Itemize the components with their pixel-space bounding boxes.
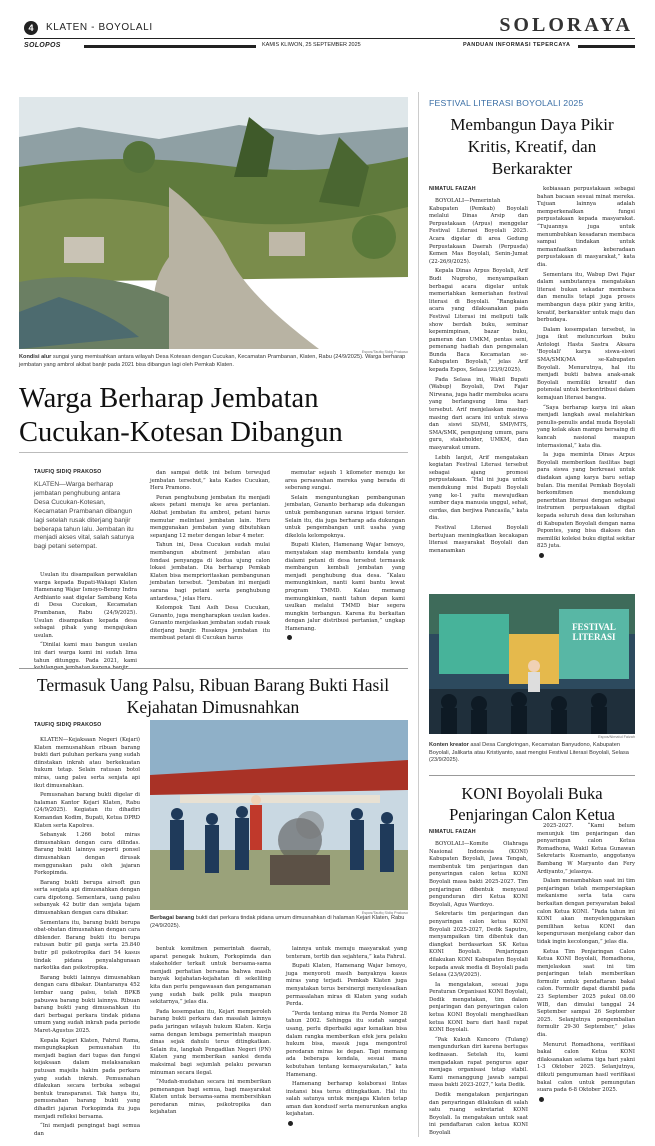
article2-byline: TAUFIQ SIDIQ PRAKOSO	[34, 722, 102, 728]
edition-date: KAMIS KLIWON, 25 SEPTEMBER 2025	[262, 42, 361, 48]
paragraph: Kelompok Tani Asih Desa Cucukan, Gunanto, juga mengharapkan usulan kades. Gunanto menjelaskan jembatan sudah rusak diterjang banjir. Rusaknya jembatan itu membuat petani di Cucukan harus	[150, 605, 270, 642]
paragraph: Usulan itu disampaikan perwakilan warga kepada Bupati-Wakapi Klaten Hamenang Wajar Ismoyo-Benny Indra Ardhianto saat digelar Sambang Kota di Desa Cucukan, Kecamatan Prambanan, Rabu (24/9/2025). Usulan disampaikan kepada desa sebagai pihak yang mengajukan usulan.	[34, 572, 137, 639]
page-number-badge: 4	[24, 21, 38, 35]
festival-photo-illustration	[429, 594, 635, 734]
paragraph: Kepala Dinas Arpus Boyolali, Arif Budi Nugroho, menyampaikan berbagai acara digelar untuk memeriahkan kemeriahan festival literasi di Boyolali. “Rangkaian acara yang dilaksanakan pada Festival Literasi ini meliputi talk show berdah buku, seminar kepemimpinan, bazar buku, pameran dan UMKM, pentas seni, pemenang hadiah dan pengenalan Bunda Baca Kecamatan se-Kabupaten Boyolali,” jelas Arif kepada Espos, Selasa (23/9/2025).	[429, 268, 528, 374]
paragraph: memutar sejauh 1 kilometer menuju ke area persawahan mereka yang berada di seberang sungai.	[285, 470, 405, 492]
paragraph: Ia juga meminta Dinas Arpus Boyolali memberikan fasilitas bagi para siswa yang berkreasi untuk diadakan ajang karya baru setiap bulan. Dia menilai Pemkab Boyolali berkomitmen mendukung penerbitan literasi dengan sebagai instrumen perpustakaan digital kepada seluruh desa dan kelurahan di Kabupaten Boyolali dengan nama Pepontes, yang bisa diakses dan memiliki koleksi buku digital sekitar 825 juta.	[537, 452, 635, 550]
paragraph: KLATEN—Kejaksaan Negeri (Kejari) Klaten memusnahkan ribuan barang bukti dari puluhan perkara yang sudah diinstakan inkrah atau berkekuatan hukum tetap. Selain ratusan botol miras, uang palsu serta senjata api ikut dimusnahkan.	[34, 737, 140, 789]
paragraph: Pada Selasa ini, Wakil Bupati (Wabup) Boyolali, Dwi Fajar Nirwana, juga hadir membuka acara yang berlangsung lima hari tersebut. Arif menjelaskan masing-masing dari acara ini untuk siswa dan siswi SD/MI, SMP/MTS, SMA/SMK, pengunjung umum, para guru, stakeholder, UMKM, dan masyarakat umum.	[429, 376, 528, 451]
paragraph: Dalam kesempatan tersebut, ia juga ikut meluncurkan buku Antologi Hasta Sastra Aksara 'Boyolali' karya siswa-siswi SMA/SMK/MA se-Kabupaten Boyolali. Menurutnya, hal itu menjadi bukti bahwa anak-anak Boyolali memiliki kreatif dan potensial untuk berkontribusi dalam kemajuan literasi bangsa.	[537, 326, 636, 402]
paragraph: Sebanyak 1.266 botol miras dimusnahkan dengan cara dilindas. Barang bukti lainnya seperti ponsel dimusnahkan dengan dirusak menggunakan palu oleh jajaran Forkopimda.	[34, 832, 140, 877]
paragraph: kebiasaan perpustakaan sebagai bahan bacaan sesuai minat mereka. Tujuan lainnya adalah memperkenalkan fungsi perpustakaan kepada masyarakat. “Tujuannya juga untuk menumbuhkan kesadaran membaca sampai tindakan untuk memanfaatkan keberadaan perpustakaan di masyarakat,” kata dia.	[537, 186, 635, 268]
evidence-destruction-photo	[150, 720, 408, 910]
evidence-photo-credit: Espos/Taufiq Sidiq Prakoso	[361, 911, 408, 915]
paragraph: Pada kesempatan itu, Kejari memperoleh barang bukti perkara dan masalah lainnya pada jaringan wilayah hukum Klaten. Kerja sama dengan lembaga pemerintah maupun dinas sejak dahulu terus ditingkatkan. Selain itu, langkah Pengadilan Negeri (PN) Klaten yang memberikan sanksi denda maksimal bagi sejumlah pelaku pewaran minuman secara ilegal.	[150, 1008, 271, 1076]
paragraph: Bupati Klaten, Hamenang Wajar Ismoyo, juga menyoroti masih banyaknya kasus miras yang terjadi. Pemkab Klaten juga menyatakan terus bersinergi menyelesaikan permasalahan miras di Klaten yang sudah Perda.	[286, 963, 407, 1008]
paragraph: “Ini menjadi pengingat bagi semua dan	[34, 1123, 140, 1137]
festival-photo-credit: Espos/Nimatul Faizah	[598, 735, 635, 739]
brand-name: SOLORAYA	[499, 14, 633, 36]
caption-text: bukti dari perkara tindak pidana umum dimusnahkan di halaman Kejari Klaten, Rabu (24/9/2025).	[150, 915, 405, 929]
paragraph: Pemusnahan barang bukti digelar di halaman Kantor Kejari Klaten, Rabu (24/9/2025). Kegiatan itu dihadiri Komandan Kodim, Bupati, Ketua DPRD Klaten serta Kapolres.	[34, 792, 140, 829]
newspaper-tagline: PANDUAN INFORMASI TEPERCAYA	[463, 42, 571, 48]
paragraph: bentuk komitmen pemerintah daerah, aparat penegak hukum, Forkopimda dan stakeholder terkait untuk bersama-sama menjadi perhatian bersama bahwa masih banyak kejahatan-kejahatan di sekeliling kita dan perlu pengawasan dan pengamanan yang sudah baik pelik pula maupun sekitarnya,” jelas dia.	[150, 946, 271, 1006]
paragraph: Bupati Klaten, Hamenang Wajar Ismoyo, menyatakan siap membantu kendala yang dialami petani di desa tersebut termasuk membangun kembali jembatan yang menjadi penghubung dua desa. “Kalau memungkinkan, nanti kami bantu lewat program TMMD. Kalau memang memungkinkan, nanti tahun depan kami usulkan melalui TMMD biar segera mungkin terbangun. Karena itu berkaitan dengan jalur distribusi pertanian,” ungkap Hamenang.	[285, 542, 405, 632]
article1-headline: Warga Berharap Jembatan Cucukan-Kotesan Dibangun	[19, 383, 343, 448]
article1-col2	[150, 470, 270, 645]
logo-rule	[84, 45, 256, 48]
end-mark-icon	[288, 1121, 293, 1126]
paragraph: Hamenang berharap kolaborasi lintas instansi bisa terus ditingkatkan. Hal itu salah satunya untuk menjaga Klaten tetap aman dan kondusif serta menurunkan angka kejahatan.	[286, 1081, 407, 1118]
river-photo-caption	[19, 354, 408, 369]
paragraph: “Saya berharap karya ini akan menjadi langkah awal melahirkan penulis-penulis andal muda Boyolali yang kelak akan mampu bersaing di kancah nasional maupun internasional,” kata dia.	[537, 404, 635, 449]
article3-col2	[537, 186, 635, 561]
article1-lead-quote: KLATEN—Warga berharap jembatan penghubung antara Desa Cucukan-Kotesan, Kecamatan Prambanan dibangun lagi setelah rusak diterjang banjir beberapa tahun lalu. Jembatan itu menjadi akses vital, salah satunya bagi petani setempat.	[34, 481, 135, 551]
caption-lead: Kondisi alur	[19, 354, 52, 360]
paragraph: Sekretaris tim penjaringan dan penyaringan calon ketua KONI Boyolali 2025-2027, Dedik Saputro, menyampaikan tim dibentuk dan diangkat berdasarkan SK Ketua KONI Boyolali. Penjaringan dilakukan KONI Kabupaten Boyolali kepada awak media di Boyolali pada Selasa (23/9/2025).	[429, 911, 528, 979]
end-mark-icon	[539, 1097, 544, 1102]
paragraph: Selain menguntungkan pembangunan jembatan, Gunanto berharap ada dukungan untuk pembangunan sarana irigasi tersier. Selain itu, dia juga berharap ada dukungan untuk pengembangan unit usaha yang dikelola kelompoknya.	[285, 494, 405, 539]
paragraph: Lebih lanjut, Arif mengatakan kegiatan Festival Literasi tersebut sebagai ajang promosi perpustakaan. “Hal ini juga untuk mendukung misi Bupati Boyolali yang ke-1 yaitu mewujudkan sumber daya manusia unggul, sehat, cerdas, dan berjiwa Pancasila,” kata dia.	[429, 454, 528, 522]
paragraph: Peran penghubung jembatan itu menjadi akses petani menuju ke area pertanian. Akibat jembatan itu ambrol, petani harus memutar melintasi jembatan lain. Heru menggunakan jembatan yang dibutuhkan sepanjang 12 meter dengan lebar 4 meter.	[150, 494, 270, 539]
article4-col2	[537, 823, 635, 1104]
article4-top-rule	[429, 775, 635, 776]
article1-col3	[285, 470, 405, 643]
end-mark-icon	[539, 553, 544, 558]
tagline-rule	[578, 45, 635, 48]
article2-col1	[34, 737, 140, 1140]
article2-headline: Termasuk Uang Palsu, Ribuan Barang Bukti Hasil Kejahatan Dimusnahkan	[36, 675, 390, 717]
river-photo-credit: Espos/Taufiq Sidiq Prakoso	[361, 350, 408, 354]
article1-rule	[19, 452, 408, 453]
festival-photo	[429, 594, 635, 734]
paragraph: lainnya untuk menuju masyarakat yang tenteram, tertib dan sejahtera,” kata Fahrul.	[286, 946, 407, 960]
paragraph: “Mudah-mudahan secara ini memberikan pemenangan bagi semua, bagi masyarakat Klaten untuk bersama-sama membersihkan peredaran miras, psikotropika dan kejahatan	[150, 1079, 271, 1116]
paragraph: Dalam menambahkan saat ini tim penjaringan telah mempersiapkan mekanisme serta tata cara berkaitan dengan persyaratan bakal calon Ketua KONI. “Pada tahun ini KONI akan menyelenggarakan pemilihan ketua KONI dan kepengurusan menjelang cabor dan tidak ingin kecolongan,” jelas dia.	[537, 878, 635, 945]
evidence-photo-illustration	[150, 720, 408, 910]
caption-lead: Konten kreator	[429, 742, 469, 748]
paragraph: Festival Literasi Boyolali bertujuan meningkatkan kecakapan literasi masyarakat Boyolali dan menanamkan	[429, 524, 528, 554]
paragraph: Tahun ini, Desa Cucukan sudah mulai membangun abutment jembatan atau fondasi penyangga di kedua ujung calon lokasi jembatan. Dia berharap Pemkab Klaten bisa memprioritaskan pembangunan jembatan tersebut. “Jembatan ini menjadi sarana bagi petani serta penghubung antardesa,” jelas Heru.	[150, 542, 270, 602]
header-rule	[24, 38, 635, 39]
article4-headline: KONI Boyolali Buka Penjaringan Calon Ketua	[449, 784, 615, 824]
article2-col2	[150, 946, 271, 1119]
solopos-logo: SOLOPOS	[24, 42, 61, 49]
article1-byline: TAUFIQ SIDIQ PRAKOSO	[34, 469, 102, 475]
article4-byline: NIMATUL FAIZAH	[429, 829, 476, 835]
paragraph: BOYOLALI—Pemerintah Kabupaten (Pemkab) Boyolali melalui Dinas Arsip dan Perpustakaan (Arpus) menggelar Festival Literasi Boyolali 2025. Acara digelar di area Gedung Perpustakaan Daerah (Perpusda) Kemen Mas Boyolali, Senin-Jumat (22-26/9/2025).	[429, 198, 528, 265]
article3-headline: Membangun Daya Pikir Kritis, Kreatif, dan Berkarakter	[450, 115, 614, 178]
paragraph: BOYOLALI—Komite Olahraga Nasional Indonesia (KONI) Kabupaten Boyolali, Jawa Tengah, membentuk tim penjaringan dan penyaringan calon ketua KONI Boyolali masa bakti 2025-2027. Tim penjaringan dibentuk menyusul pengunduran diri Ketua KONI Boyolali, Agus Wardoyo.	[429, 841, 528, 908]
paragraph: Dedik mengatakan penjaringan dan penyaringan dilakukan di salah satu ruang sekretariat KONI Boyolali. Ia mengatakan untuk saat ini pendaftaran calon ketua KONI Boyolali	[429, 1092, 528, 1136]
paragraph: Menurut Romadhona, verifikasi bakal calon Ketua KONI dilaksanakan selama tiga hari yakni 1-3 Oktober 2025. Selanjutnya, diikuti pengumuman hasil verifikasi bakal calon untuk pemungutan suara pada 6-8 Oktober 2025.	[537, 1041, 635, 1094]
page-header	[0, 0, 655, 49]
article3-kicker: FESTIVAL LITERASI BOYOLALI 2025	[429, 98, 584, 108]
paragraph: Sementara itu, barang bukti berupa obat-obatan dimusnahkan dengan cara diblender. Barang bukti itu berupa ratusan butir pil ganja serta 25.840 butir pil psikotropika dari 54 kasus tindak pidana penyalahgunaan narkotika dan psikotropika.	[34, 919, 140, 972]
paragraph: “Perda tentang miras itu Perda Nomor 28 tahun 2002. Sehingga itu sudah sangat usang, perlu diperbaiki agar kenaikan bisa dalam rangka memberikan efek jera pelaku hukum bisa, masuk juga mengontrol peredaran miras ke depan. Tapi memang ada beberapa kendala, sesuai mana kebutuhan tentang kemasyarakatan,” kata Hamenang.	[286, 1010, 407, 1078]
paragraph: 2025-2027. “Kami belum menunjuk tim penjaringan dan penyaringan calon Ketua Romadhona, Wakil Ketua Gunawan Sekretaris Kusmanto, anggotanya Bambang W Maryanto dan Fery Ardiyanto,” jelasnya.	[537, 823, 635, 875]
column-separator	[418, 92, 419, 1137]
paragraph: Barang bukti lainnya dimusnahkan dengan cara dibakar. Diantaranya 452 lembar uang palsu, telah BPKB pabuswa barang bukti lainnya. Ribuan barang bukti yang dimusnahkan itu dari berbagai perkara tindak pidana umum yang sudah inkrah pada periode Maret-Agustus 2025.	[34, 974, 140, 1034]
article3-col1	[429, 198, 528, 557]
caption-text: asal Desa Cangkringan, Kecamatan Banyudono, Kabupaten Boyolali, Jalikarta atau Kristiyanto, saat mengisi Festival Literasi Boyolali, Selasa (23/9/2025).	[429, 742, 629, 764]
paragraph: Sementara itu, Wabup Dwi Fajar dalam sambutannya mengatakan literasi bukan sekadar membaca dan menulis tetapi juga proses membangun daya pikir yang kritis, kreatif, berkarakter untuk maju dan berbudaya.	[537, 271, 635, 324]
festival-banner-text: FESTIVAL LITERASI	[572, 622, 616, 642]
paragraph: “Dinilai kami mau bangun usulan ini dari warga kami ini sudah lima tahun ditunggu. Pada 2021, kami	[34, 642, 137, 664]
evidence-photo-caption	[150, 915, 408, 930]
caption-text: sungai yang memisahkan antara wilayah Desa Kotesan dengan Cucukan, Kecamatan Prambanan, Klaten, Rabu (24/9/2025). Warga berharap jembatan yang ambrol akibat banjir pada 2021 bisa dibangun lagi oleh Pemkab Klaten.	[19, 354, 406, 368]
end-mark-icon	[287, 635, 292, 640]
river-photo-illustration	[19, 97, 408, 349]
river-photo	[19, 97, 408, 349]
article2-col3	[286, 946, 407, 1129]
festival-photo-caption	[429, 742, 635, 765]
article4-col1	[429, 841, 528, 1140]
caption-lead: Berbagai barang	[150, 915, 195, 921]
article3-byline: NIMATUL FAIZAH	[429, 186, 476, 192]
article1-col1	[34, 572, 137, 664]
article2-top-rule	[19, 668, 408, 669]
paragraph: Kepala Kejari Klaten, Fahrul Rama, mengungkapkan pemusnahan itu menjadi bagian dari tugas dan fungsi kejaksaan dalam melaksanakan putusan majelis hakim pada perkara yang sudah inkrah. Pemusnahan dilakukan secara terbuka sebagai bentuk transparansi. Tak hanya itu, pemusnahan barang bukti yang dihadiri jajaran Forkopimda itu juga menjadi refleksi bersama.	[34, 1037, 140, 1120]
paragraph: Barang bukti berupa airsoft gun serta senjata api dimusnahkan dengan cara dipotong. Sementara, uang palsu sebanyak 42 butir dan senjata tajam dimusnahkan dengan cara dibakar.	[34, 879, 140, 917]
paragraph: Ketua Tim Penjaringan Calon Ketua KONI Boyolali, Romadhona, menjelaskan saat ini tim penjaringan telah memberikan formulir untuk pendaftaran bakal calon. Formulir dapat diambil pada 23 September 2025 pukul 08.00 WIB, dan dimulai tanggal 24 September sampai 26 September 2025. Selanjutnya pengembalian formulir 29-30 September,” jelas dia.	[537, 948, 635, 1039]
paragraph: dan sampai detik ini belum terwujud jembatan tersebut,” kata Kades Cucukan, Heru Pramono.	[150, 470, 270, 492]
paragraph: Ia mengatakan, sesuai juga Peraturan Organisasi KONI Boyolali, Dedik mengatakan, tim dalam penjaringan dan penyaringan calon ketua KONI Boyolali menghasilkan ketua KONI baru dari hasil rapat KONI Boyolali.	[429, 981, 528, 1034]
section-name: KLATEN - BOYOLALI	[46, 22, 153, 33]
paragraph: “Pak Kukuh Kuncoro (Tulang) mengundurkan diri karena bertugas kedinasan. Setelah itu, kami mengadakan rapat pengurus agar menjaga organisasi tetap stabil. Kami menanggung jawab sampai masa bakti 2023-2027,” kata Dedik.	[429, 1036, 528, 1089]
